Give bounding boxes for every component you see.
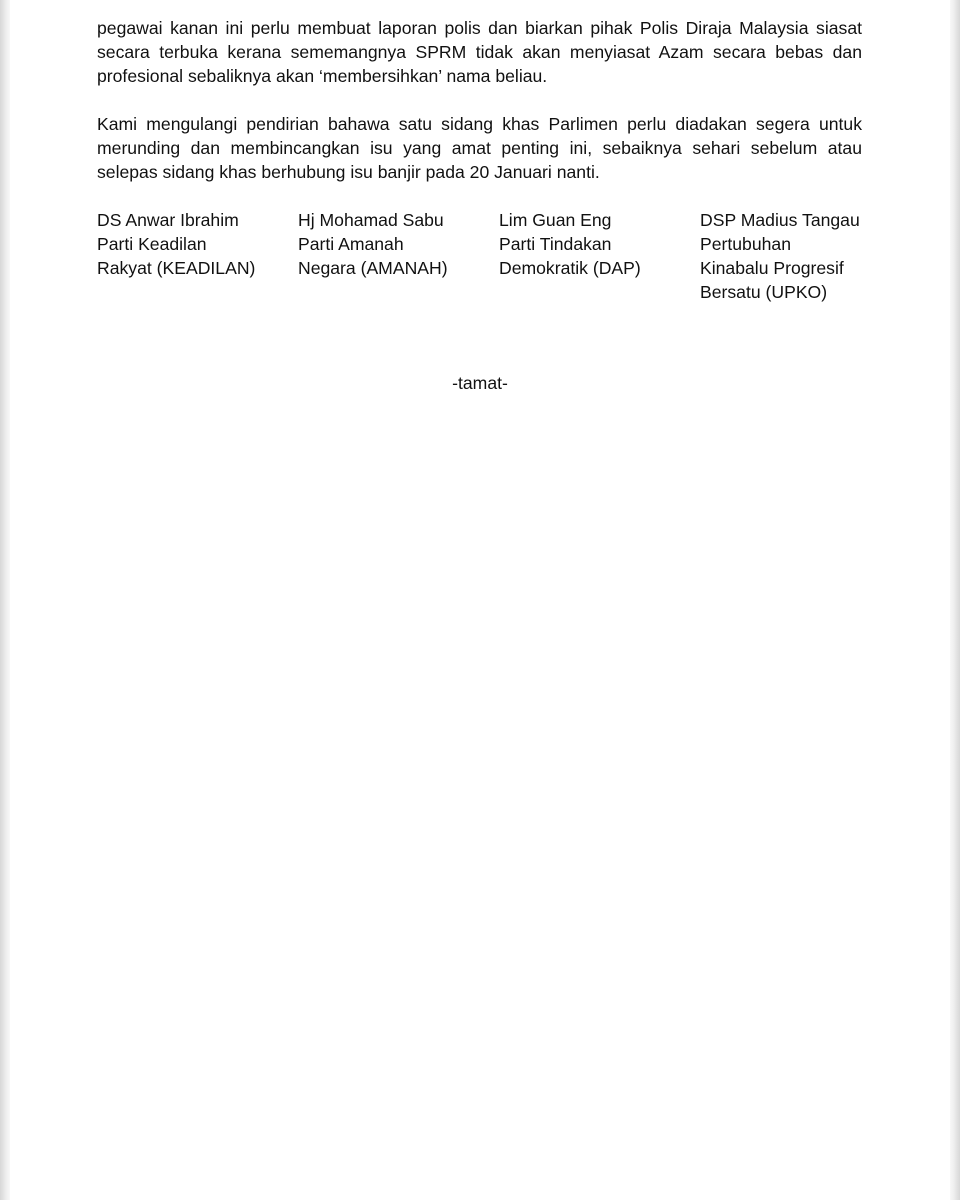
page-edge-shadow-right	[950, 0, 960, 1200]
signatory-anwar-ibrahim	[97, 208, 298, 304]
signatory-party-line: Kinabalu Progresif	[700, 258, 844, 278]
signatory-name: Lim Guan Eng	[499, 210, 612, 230]
signatory-mohamad-sabu	[298, 208, 499, 304]
signatory-party-line: Bersatu (UPKO)	[700, 282, 828, 302]
signatory-party-line: Parti Amanah	[298, 234, 404, 254]
signatory-party-line: Demokratik (DAP)	[499, 258, 641, 278]
signatory-name: DSP Madius Tangau	[700, 210, 860, 230]
signatories-block	[97, 208, 862, 304]
signatory-party-line: Negara (AMANAH)	[298, 258, 448, 278]
signatory-party-line: Parti Tindakan	[499, 234, 612, 254]
signatory-madius-tangau	[700, 208, 862, 304]
signatory-lim-guan-eng	[499, 208, 700, 304]
signatory-name: Hj Mohamad Sabu	[298, 210, 444, 230]
signatory-name: DS Anwar Ibrahim	[97, 210, 239, 230]
signatory-party-line: Parti Keadilan	[97, 234, 207, 254]
document-body	[97, 16, 862, 304]
end-of-document-mark: -tamat-	[452, 373, 508, 393]
page-edge-shadow-left	[0, 0, 10, 1200]
paragraph-special-parliament-session: Kami mengulangi pendirian bahawa satu sidang khas Parlimen perlu diadakan segera untuk merunding dan membincangkan isu yang amat penting ini, sebaiknya sehari sebelum atau selepas sidang khas berhubung isu banjir pada 20 Januari nanti.	[97, 114, 862, 182]
signatory-party-line: Pertubuhan	[700, 234, 791, 254]
signatory-party-line: Rakyat (KEADILAN)	[97, 258, 256, 278]
paragraph-police-report: pegawai kanan ini perlu membuat laporan polis dan biarkan pihak Polis Diraja Malaysia siasat secara terbuka kerana sememangnya SPRM tidak akan menyiasat Azam secara bebas dan profesional sebaliknya akan ‘membersihkan’ nama beliau.	[97, 18, 862, 86]
